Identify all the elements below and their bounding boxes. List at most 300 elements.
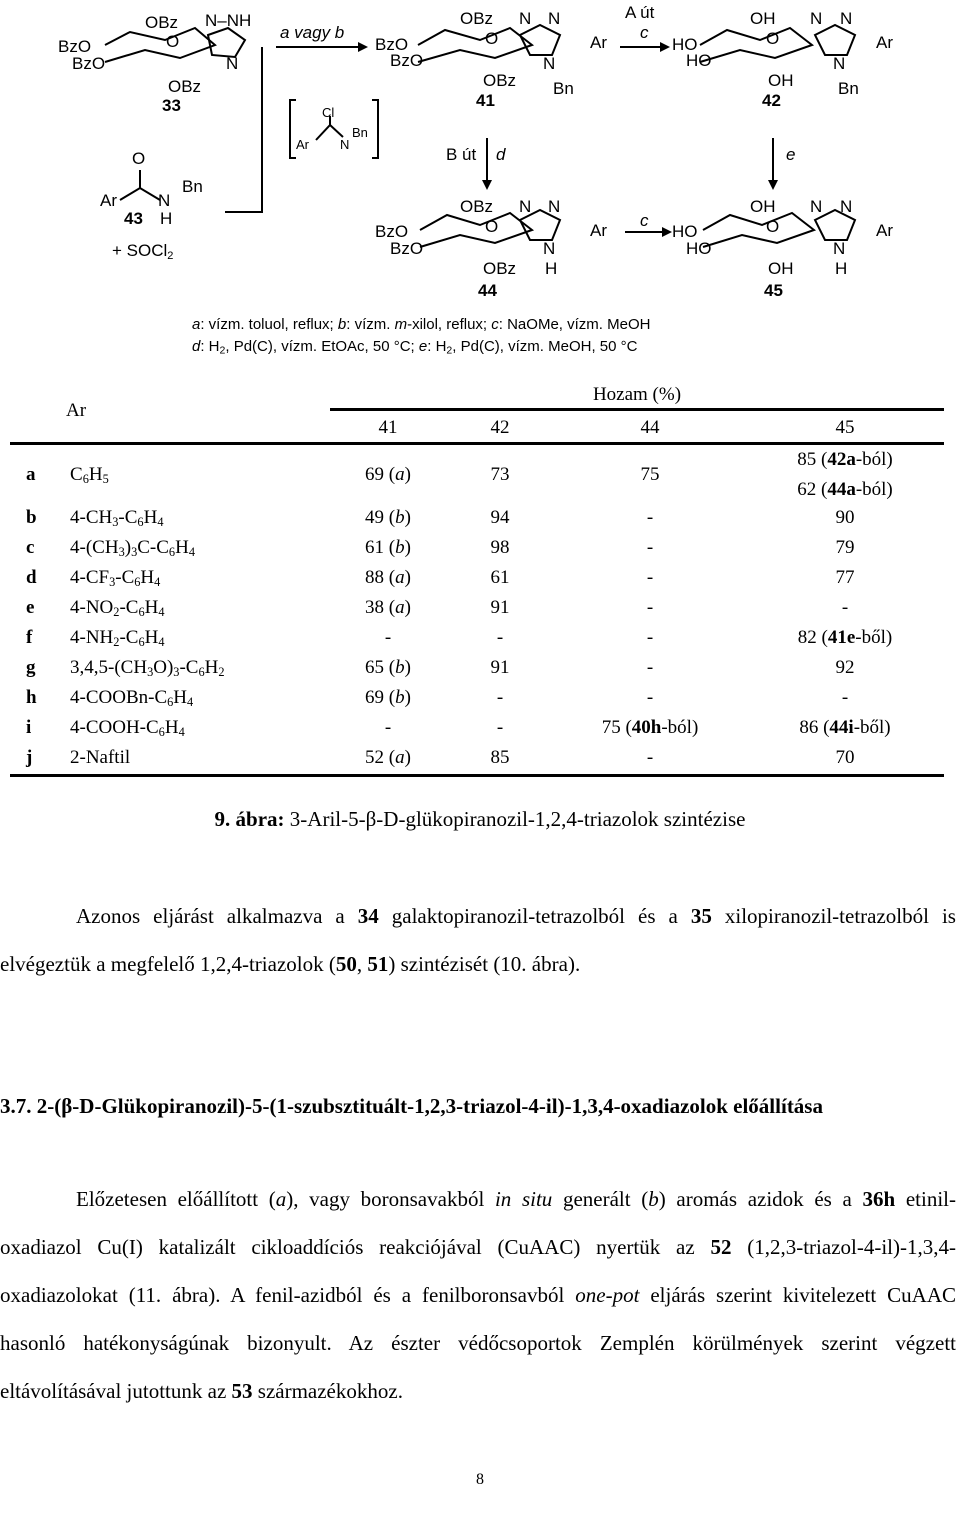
yield-44 — [565, 658, 735, 677]
row-label: b — [26, 507, 37, 528]
text-run: 4 — [157, 515, 164, 530]
text-run: 6 — [168, 545, 176, 560]
label-n: N — [833, 239, 846, 258]
paragraph-1-text — [0, 904, 956, 976]
compound-45: 45 — [764, 281, 783, 300]
yield-42 — [415, 598, 585, 617]
text-run: 4-COOH-C — [70, 717, 159, 738]
text-run: m — [394, 316, 408, 333]
text-run: : vízm. toluol, reflux; — [200, 316, 338, 333]
text-run: 41e — [827, 627, 856, 648]
row-label: f — [26, 627, 33, 648]
label-n: N — [543, 54, 556, 73]
row-label: a — [26, 464, 36, 485]
paragraph-2-text — [0, 1187, 956, 1403]
text-run: : H — [200, 338, 220, 355]
text-run: 40h — [631, 717, 662, 738]
yield-45 — [760, 718, 930, 737]
arrowhead-e — [768, 180, 778, 190]
aryl-group — [70, 748, 130, 767]
text-run: b — [395, 657, 405, 678]
text-run: -ból) — [855, 449, 893, 470]
label-obz: OBz — [483, 71, 517, 90]
text-run: 75 ( — [601, 717, 632, 738]
compound-43: 43 — [124, 209, 143, 228]
aryl-group — [70, 688, 193, 708]
text-run: 6 — [167, 695, 174, 710]
label-o: O — [166, 32, 180, 51]
row-label: g — [26, 657, 36, 678]
text-run: 3 — [112, 515, 119, 530]
text-run: 62 ( — [797, 479, 828, 500]
text-run: 6 — [158, 725, 165, 740]
text-run: - — [646, 687, 654, 708]
label-n: N — [519, 197, 532, 216]
yield-42 — [415, 718, 585, 737]
label-oh: OH — [768, 259, 794, 278]
yield-45 — [760, 598, 930, 617]
text-run: -ból) — [661, 717, 699, 738]
label-o: O — [485, 217, 499, 236]
text-run: 49 ( — [365, 507, 396, 528]
text-run: Azonos eljárást alkalmazva a — [76, 904, 358, 928]
socl2-reagent: + SOCl$_2$ — [112, 241, 174, 262]
triazole-ring-42 — [815, 25, 855, 55]
text-run: 85 — [490, 747, 510, 768]
text-run: - — [841, 597, 849, 618]
text-run: H — [88, 464, 103, 485]
text-run: 4-(CH — [70, 537, 119, 558]
text-run: a — [395, 747, 405, 768]
text-run: - — [496, 627, 504, 648]
yield-42 — [415, 538, 585, 557]
text-run: ) — [124, 537, 132, 558]
amide-h: H — [160, 209, 173, 228]
column-header-45: 45 — [835, 417, 855, 438]
text-run: b — [395, 687, 405, 708]
yield-45 — [760, 450, 930, 469]
text-run: 2 — [218, 665, 225, 680]
text-run: 85 ( — [797, 449, 828, 470]
yield-42 — [415, 568, 585, 587]
yield-45 — [760, 538, 930, 557]
text-run: 6 — [82, 472, 89, 487]
text-run: 4-NH — [70, 627, 114, 648]
text-run: -xilol, reflux; — [407, 316, 492, 333]
label-bzo: BzO — [390, 51, 424, 70]
yield-45-alt — [760, 480, 930, 499]
text-run: 4 — [187, 695, 194, 710]
text-run: - — [384, 627, 392, 648]
label-ar: Ar — [590, 33, 607, 52]
amide-n: N — [158, 191, 171, 210]
header-yield: Hozam (%) — [592, 384, 682, 405]
column-header-44: 44 — [640, 417, 660, 438]
compound-41: 41 — [476, 91, 495, 110]
label-bzo: BzO — [375, 35, 409, 54]
label-h: H — [545, 259, 558, 278]
text-run: 3,4,5-(CH — [70, 657, 148, 678]
text-run: ) — [404, 747, 411, 768]
text-run: 9. ábra: — [214, 807, 285, 831]
text-run: -ből) — [855, 627, 893, 648]
column-header-41: 41 — [378, 417, 398, 438]
step-c2: c — [640, 211, 649, 230]
label-n: N — [810, 197, 823, 216]
aryl-group — [70, 568, 160, 588]
text-run: ) — [404, 687, 411, 708]
text-run: 73 — [490, 464, 510, 485]
aryl-group — [70, 465, 109, 485]
text-run: 3 — [109, 575, 116, 590]
route-b: B út — [446, 145, 477, 164]
text-run: 6 — [138, 635, 145, 650]
column-header-42: 42 — [490, 417, 510, 438]
yield-42 — [415, 688, 585, 707]
text-run: (1,2,3-triazol-4-il)-1,3,4-oxadiazolokat (11. ábra). A fenil-azidból és a fenilboronsavból — [0, 1235, 956, 1307]
aryl-group — [70, 508, 163, 528]
text-run: ) — [404, 464, 411, 485]
label-bn: Bn — [352, 125, 368, 140]
label-obz: OBz — [460, 197, 494, 216]
text-run: 88 ( — [365, 567, 396, 588]
row-label: d — [26, 567, 37, 588]
row-label: j — [26, 747, 33, 768]
label-o: O — [766, 217, 780, 236]
text-run: H — [204, 657, 219, 678]
text-run: 4-CF — [70, 567, 110, 588]
yield-42 — [415, 465, 585, 484]
yield-42 — [415, 508, 585, 527]
sugar-ring-44 — [420, 213, 532, 247]
text-run: 3 — [147, 665, 154, 680]
text-run: d — [192, 338, 201, 355]
text-run: , Pd(C), vízm. MeOH, 50 °C — [452, 338, 638, 355]
yield-44 — [565, 465, 735, 484]
label-cl: Cl — [322, 105, 335, 120]
label-oh: OH — [750, 9, 776, 28]
text-run: H — [164, 717, 179, 738]
text-run: 94 — [490, 507, 510, 528]
text-run: C — [70, 464, 83, 485]
text-run: - — [646, 507, 654, 528]
text-run: 4 — [154, 575, 161, 590]
reaction-conditions — [192, 314, 650, 362]
label-bzo: BzO — [375, 222, 409, 241]
arrowhead-route-b — [482, 180, 492, 190]
section-heading — [0, 1082, 956, 1130]
label-obz: OBz — [483, 259, 517, 278]
text-run: ) — [404, 537, 411, 558]
yield-45 — [760, 628, 930, 647]
text-run: e — [418, 338, 428, 355]
text-run: H — [143, 507, 158, 528]
text-run: H — [175, 537, 189, 558]
label-ho: HO — [672, 35, 698, 54]
table-bottom-rule — [10, 774, 944, 777]
yield-44 — [565, 598, 735, 617]
label-ar: Ar — [876, 33, 893, 52]
text-run: 2 — [446, 344, 453, 357]
text-run: 4-COOBn-C — [70, 687, 168, 708]
text-run: -C — [115, 567, 135, 588]
text-run: b — [395, 507, 405, 528]
text-run: ) aromás azidok és a — [658, 1187, 863, 1211]
text-run: in situ — [494, 1187, 553, 1211]
text-run: 38 ( — [365, 597, 396, 618]
text-run: - — [496, 687, 504, 708]
text-run: H — [144, 597, 159, 618]
yield-44 — [565, 718, 735, 737]
text-run: D — [79, 1094, 95, 1118]
label-ho: HO — [686, 239, 712, 258]
compound-33: 33 — [162, 96, 181, 115]
label-bzo: BzO — [390, 239, 424, 258]
text-run: 44i — [829, 717, 854, 738]
amide-o: O — [132, 149, 146, 168]
text-run: 6 — [138, 605, 145, 620]
text-run: H — [144, 627, 159, 648]
text-run: -C — [119, 597, 139, 618]
text-run: D — [383, 807, 399, 831]
text-run: 4 — [188, 545, 195, 560]
yield-44 — [565, 628, 735, 647]
text-run: -ből) — [853, 717, 891, 738]
label-n: N — [840, 9, 853, 28]
text-run: 98 — [490, 537, 510, 558]
text-run: 36h — [862, 1187, 896, 1211]
text-run: 79 — [835, 537, 855, 558]
text-run: 52 ( — [365, 747, 396, 768]
text-run: 3-Aril-5-β- — [284, 807, 384, 831]
text-run: - — [646, 657, 654, 678]
header-bottom-rule — [10, 442, 944, 445]
text-run: 91 — [490, 597, 510, 618]
label-n: N — [548, 197, 561, 216]
text-run: H — [140, 567, 155, 588]
text-run: 61 — [490, 567, 510, 588]
text-run: 4 — [158, 635, 165, 650]
label-ho: HO — [672, 222, 698, 241]
text-run: - — [384, 717, 392, 738]
label-o: O — [485, 29, 499, 48]
text-run: H — [173, 687, 188, 708]
header-rule — [330, 408, 944, 411]
conditions-line-2 — [192, 336, 650, 362]
label-n: N — [543, 239, 556, 258]
text-run: -C — [118, 507, 138, 528]
route-a-or-b: a vagy b — [280, 23, 345, 42]
text-run: 4 — [178, 725, 185, 740]
text-run: 92 — [835, 657, 855, 678]
text-run: 50 — [335, 952, 357, 976]
text-run: a — [192, 316, 201, 333]
text-run: 6 — [134, 575, 141, 590]
figure-caption — [0, 807, 960, 832]
text-run: 65 ( — [365, 657, 396, 678]
text-run: 70 — [835, 747, 855, 768]
step-e: e — [786, 145, 796, 164]
sugar-ring-45 — [703, 213, 814, 247]
label-n: N — [519, 9, 532, 28]
text-run: 52 — [710, 1235, 732, 1259]
text-run: etinil-oxadiazol Cu(I) katalizált cikloaddíciós reakciójával (CuAAC) nyertük az — [0, 1187, 956, 1259]
text-run: : NaOMe, vízm. MeOH — [498, 316, 651, 333]
text-run: - — [646, 747, 654, 768]
label-n: N — [226, 54, 239, 73]
label-ho: HO — [686, 51, 712, 70]
text-run: 69 ( — [365, 687, 396, 708]
text-run: - — [646, 537, 654, 558]
text-run: 3.7. 2-(β- — [0, 1094, 80, 1118]
text-run: -glükopiranozil-1,2,4-triazolok szintézise — [398, 807, 746, 831]
label-n: N — [548, 9, 561, 28]
text-run: -C — [179, 657, 199, 678]
text-run: származékokhoz. — [252, 1379, 403, 1403]
text-run: 5 — [102, 472, 109, 487]
label-bzo: BzO — [72, 54, 106, 73]
text-run: 2-Naftil — [70, 747, 131, 768]
sugar-ring-33 — [105, 28, 215, 62]
text-run: 86 ( — [799, 717, 830, 738]
text-run: eljárás szerint kivitelezett CuAAC hasonló hatékonyságúnak bizonyult. Az észter védőcsoportok Zemplén körülmények szerint végzett eltávolításával jutottunk az — [0, 1283, 956, 1403]
text-run: , Pd(C), vízm. EtOAc, 50 °C; — [225, 338, 419, 355]
sugar-ring-41 — [418, 28, 532, 62]
label-ar: Ar — [876, 221, 893, 240]
header-ar: Ar — [66, 400, 87, 421]
text-run: Előzetesen előállított ( — [76, 1187, 276, 1211]
text-run: galaktopiranozil-tetrazolból és a — [378, 904, 691, 928]
text-run: 3 — [118, 545, 125, 560]
text-run: c — [491, 316, 499, 333]
row-label: c — [26, 537, 35, 558]
yield-45 — [760, 748, 930, 767]
text-run: 35 — [690, 904, 712, 928]
aryl-group — [70, 658, 225, 678]
yield-45 — [760, 688, 930, 707]
route-a-step: c — [640, 23, 649, 42]
text-run: 3 — [131, 545, 138, 560]
label-oh: OH — [750, 197, 776, 216]
amide-bn: Bn — [182, 177, 203, 196]
label-h: H — [835, 259, 848, 278]
conditions-line-1 — [192, 314, 650, 336]
text-run: 34 — [357, 904, 379, 928]
label-n: N — [340, 137, 350, 152]
text-run: -Glükopiranozil)-5-(1-szubsztituált-1,2,3-triazol-4-il)-1,3,4-oxadiazolok előállítása — [94, 1094, 823, 1118]
text-run: 61 ( — [365, 537, 396, 558]
text-run: 4-CH — [70, 507, 113, 528]
text-run: ) — [404, 567, 411, 588]
text-run: a — [275, 1187, 287, 1211]
route-a: A út — [625, 3, 655, 22]
text-run: C-C — [137, 537, 169, 558]
compound-42: 42 — [762, 91, 781, 110]
arrowhead-a-or-b — [358, 42, 368, 52]
text-run: 90 — [835, 507, 855, 528]
text-run: - — [841, 687, 849, 708]
text-run: ) — [404, 507, 411, 528]
yield-44 — [565, 538, 735, 557]
text-run: 3 — [173, 665, 180, 680]
yield-45 — [760, 508, 930, 527]
label-bn: Bn — [838, 79, 859, 98]
text-run: - — [496, 717, 504, 738]
label-obz: OBz — [145, 13, 179, 32]
text-run: 51 — [367, 952, 389, 976]
paragraph-2 — [0, 1175, 956, 1415]
text-run: b — [395, 537, 405, 558]
page-number: 8 — [476, 1471, 484, 1488]
text-run: ) — [404, 597, 411, 618]
aryl-group — [70, 628, 165, 648]
text-run: -ból) — [855, 479, 893, 500]
text-run: a — [395, 464, 405, 485]
text-run: a — [395, 597, 405, 618]
label-obz: OBz — [168, 77, 202, 96]
text-run: 77 — [835, 567, 855, 588]
label-obz: OBz — [460, 9, 494, 28]
text-run: 6 — [198, 665, 205, 680]
text-run: O) — [153, 657, 174, 678]
text-run: 2 — [219, 344, 226, 357]
yield-42 — [415, 658, 585, 677]
bracket-right — [372, 100, 378, 158]
label-n: N — [840, 197, 853, 216]
amide-bonds — [120, 188, 160, 200]
row-label: i — [26, 717, 32, 738]
text-run: xilopiranozil-tetrazolból is elvégeztük a megfelelő 1,2,4-triazolok ( — [0, 904, 956, 976]
text-run: , — [356, 952, 368, 976]
label-bzo: BzO — [58, 37, 92, 56]
text-run: one-pot — [575, 1283, 640, 1307]
row-label: e — [26, 597, 35, 618]
text-run: -C — [119, 627, 139, 648]
yield-44 — [565, 748, 735, 767]
text-run: b — [648, 1187, 659, 1211]
amide-ar: Ar — [100, 191, 117, 210]
label-ar: Ar — [296, 137, 309, 152]
text-run: 44a — [827, 479, 856, 500]
paragraph-1 — [0, 892, 956, 988]
label-n-nh: N–NH — [205, 11, 252, 30]
arrowhead-c2 — [662, 227, 672, 237]
text-run: : vízm. — [346, 316, 395, 333]
sugar-ring-42 — [700, 28, 812, 62]
label-o: O — [766, 29, 780, 48]
yield-45 — [760, 658, 930, 677]
text-run: 4-NO — [70, 597, 114, 618]
text-run: : H — [427, 338, 447, 355]
yield-44 — [565, 688, 735, 707]
yield-44 — [565, 568, 735, 587]
yield-44 — [565, 508, 735, 527]
text-run: 2 — [113, 635, 120, 650]
arrowhead-route-a — [660, 42, 670, 52]
text-run: 82 ( — [797, 627, 828, 648]
text-run: b — [337, 316, 347, 333]
text-run: 42a — [827, 449, 856, 470]
aryl-group — [70, 598, 165, 618]
label-n: N — [833, 54, 846, 73]
text-run: - — [646, 627, 654, 648]
yield-42 — [415, 628, 585, 647]
text-run: 75 — [640, 464, 660, 485]
text-run: ) szintézisét (10. ábra). — [388, 952, 581, 976]
label-oh: OH — [768, 71, 794, 90]
aryl-group — [70, 538, 195, 558]
section-heading-text — [0, 1094, 823, 1118]
